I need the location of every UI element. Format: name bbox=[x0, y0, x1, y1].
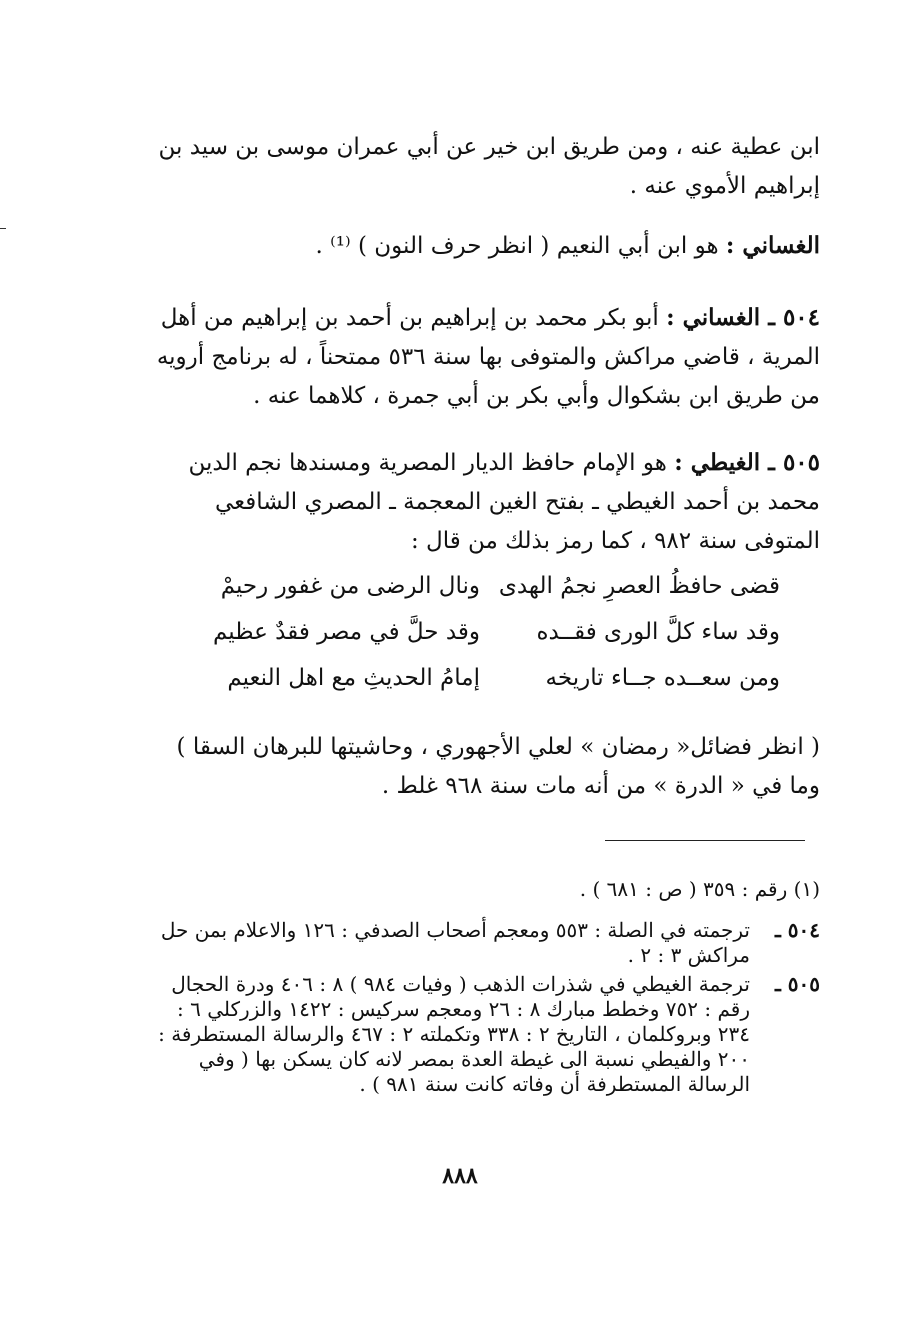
paragraph-note bbox=[140, 728, 820, 806]
footnote-1 bbox=[140, 877, 820, 902]
entry-ghassani-reference bbox=[140, 226, 820, 266]
entry-505-heading: ٥٠٥ ـ الغيطي : bbox=[674, 449, 820, 476]
paragraph-continuation bbox=[140, 128, 820, 206]
footnote-504-number: ٥٠٤ ـ bbox=[774, 918, 820, 942]
footnote-separator bbox=[605, 840, 805, 841]
footnote-505 bbox=[140, 972, 820, 1097]
poem bbox=[180, 573, 780, 711]
entry-504 bbox=[140, 298, 820, 416]
footnote-504-text: ترجمته في الصلة : ٥٥٣ ومعجم أصحاب الصدفي : ١٢٦ والاعلام بمن حل مراكش ٣ : ٢ . bbox=[160, 918, 750, 967]
entry-504-text: أبو بكر محمد بن إبراهيم بن أحمد بن إبراهيم من أهل المرية ، قاضي مراكش والمتوفى بها سنة ٥٣٦ ممتحناً ، له برنامج أرويه من طريق ابن بشكوال وأبي بكر بن أبي جمرة ، كلاهما عنه . bbox=[156, 305, 820, 409]
poem-verse-second-hemistich: إمامُ الحديثِ مع اهل النعيم bbox=[227, 665, 480, 691]
poem-verse bbox=[180, 619, 780, 665]
poem-verse bbox=[180, 573, 780, 619]
paragraph-note-text: ( انظر فضائل« رمضان » لعلي الأجهوري ، وحاشيتها للبرهان السقا ) وما في « الدرة » من أنه مات سنة ٩٦٨ غلط . bbox=[176, 734, 820, 799]
poem-verse-first-hemistich: قضى حافظُ العصرِ نجمُ الهدى bbox=[498, 573, 780, 599]
footnote-505-number: ٥٠٥ ـ bbox=[774, 972, 820, 996]
poem-verse-first-hemistich: ومن سعــده جــاء تاريخه bbox=[545, 665, 780, 691]
poem-verse-first-hemistich: وقد ساء كلَّ الورى فقــده bbox=[536, 619, 780, 645]
entry-505-text: هو الإمام حافظ الديار المصرية ومسندها نجم الدين محمد بن أحمد الغيطي ـ بفتح الغين المعجمة ـ المصري الشافعي المتوفى سنة ٩٨٢ ، كما رمز بذلك من قال : bbox=[188, 450, 820, 554]
page-number: ٨٨٨ bbox=[442, 1163, 478, 1189]
entry-ghassani-reference-text: هو ابن أبي النعيم ( انظر حرف النون ) ⁽¹⁾ . bbox=[315, 233, 719, 259]
poem-verse-second-hemistich: ونال الرضى من غفور رحيمْ bbox=[220, 573, 480, 599]
entry-ghassani-heading: الغساني : bbox=[725, 232, 820, 259]
entry-505 bbox=[140, 443, 820, 561]
margin-mark bbox=[0, 228, 6, 229]
entry-504-heading: ٥٠٤ ـ الغساني : bbox=[666, 304, 820, 331]
footnote-504 bbox=[140, 918, 820, 968]
footnote-505-text: ترجمة الغيطي في شذرات الذهب ( وفيات ٩٨٤ ) ٨ : ٤٠٦ ودرة الحجال رقم : ٧٥٢ وخطط مبارك ٨ : ٢٦ ومعجم سركيس : ١٤٢٢ والزركلي ٦ : ٢٣٤ وبروكلمان ، التاريخ ٢ : ٣٣٨ وتكملته ٢ : ٤٦٧ والرسالة المستطرفة : ٢٠٠ والفيطي نسبة الى غيطة العدة بمصر لانه كان يسكن بها ( وفي الرسالة المستطرفة أن وفاته كانت سنة ٩٨١ ) . bbox=[158, 972, 750, 1096]
poem-verse-second-hemistich: وقد حلَّ في مصر فقدٌ عظيم bbox=[212, 619, 480, 645]
footnote-1-text: (١) رقم : ٣٥٩ ( ص : ٦٨١ ) . bbox=[579, 877, 820, 901]
paragraph-continuation-text: ابن عطية عنه ، ومن طريق ابن خير عن أبي عمران موسى بن سيد بن إبراهيم الأموي عنه . bbox=[158, 134, 820, 199]
poem-verse bbox=[180, 665, 780, 711]
